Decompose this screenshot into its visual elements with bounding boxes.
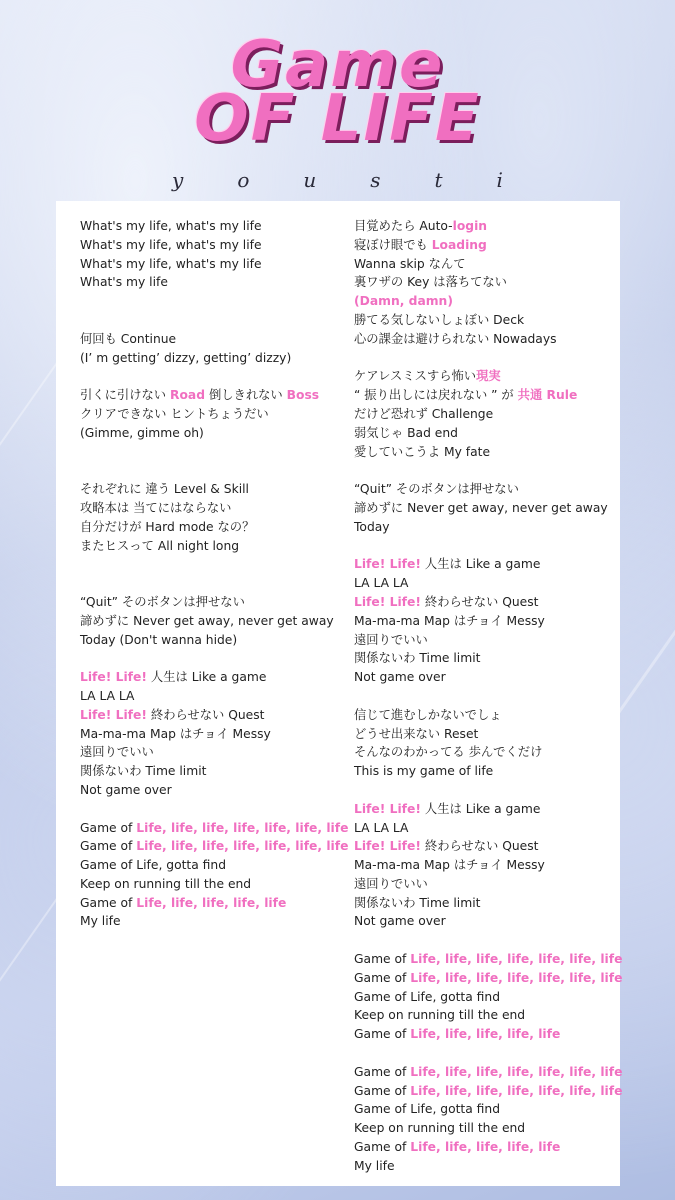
lyric-highlight: Life, life, life, life, life, life, life (410, 952, 623, 967)
lyric-line (80, 499, 340, 518)
lyric-text: Keep on running till the end (354, 1121, 526, 1136)
lyric-line (354, 405, 620, 424)
lyric-text: 終わらせない Quest (146, 707, 265, 722)
lyric-highlight: Life! Life! (354, 594, 421, 609)
lyric-text: Not game over (354, 914, 446, 929)
lyric-text: それぞれに 違う Level & Skill (80, 482, 249, 497)
lyric-highlight: Life, life, life, life, life (410, 1140, 561, 1155)
lyric-text: 心の課金は避けられない Nowadays (354, 331, 557, 346)
lyric-text: Game of Life, gotta find (354, 989, 501, 1004)
lyric-line (80, 743, 340, 762)
lyric-spacer (80, 800, 340, 819)
lyric-line (80, 725, 340, 744)
song-title-line-1: Game (230, 28, 445, 102)
lyric-spacer (80, 292, 340, 311)
lyric-line (80, 330, 340, 349)
lyric-text: 諦めずに Never get away, never get away (354, 500, 608, 515)
lyric-text: Game of (354, 952, 411, 967)
lyric-text: 遠回りでいい (354, 632, 428, 647)
lyric-line (80, 386, 340, 405)
lyric-text: 終わらせない Quest (420, 839, 539, 854)
lyric-line (80, 593, 340, 612)
lyric-spacer (80, 311, 340, 330)
lyric-text: Keep on running till the end (80, 876, 252, 891)
lyric-text: 人生は Like a game (146, 670, 267, 685)
lyric-highlight: Life! Life! (354, 801, 421, 816)
lyric-spacer (354, 349, 620, 368)
lyric-line (80, 687, 340, 706)
lyric-line (354, 480, 620, 499)
lyric-line (354, 875, 620, 894)
lyric-text: “Quit” そのボタンは押せない (80, 594, 245, 609)
lyric-text: クリアできない ヒントちょうだい (80, 406, 269, 421)
lyric-spacer (354, 781, 620, 800)
lyric-spacer (354, 687, 620, 706)
lyric-line (354, 236, 620, 255)
lyric-text: What's my life, what's my life (80, 219, 262, 233)
lyric-line (354, 631, 620, 650)
lyric-text: Ma-ma-ma Map はチョイ Messy (354, 858, 545, 873)
lyric-line (354, 706, 620, 725)
lyric-text: 倒しきれない (205, 388, 287, 403)
lyric-text: 寝ぼけ眼でも (354, 237, 432, 252)
lyric-text: What's my life, what's my life (80, 256, 262, 271)
lyric-text: 諦めずに Never get away, never get away (80, 613, 334, 628)
lyric-line (354, 668, 620, 687)
lyric-text: 終わらせない Quest (420, 594, 539, 609)
lyric-line (354, 800, 620, 819)
lyric-text: どうせ出来ない Reset (354, 726, 479, 741)
lyric-highlight: Life, life, life, life, life (136, 895, 287, 910)
lyric-text: Keep on running till the end (354, 1008, 526, 1023)
lyric-text: What's my life, what's my life (80, 237, 262, 252)
lyric-line (354, 988, 620, 1007)
lyric-text: 人生は Like a game (420, 557, 541, 572)
lyric-line (80, 255, 340, 274)
lyric-highlight: Life! Life! (80, 670, 147, 685)
lyric-text: “Quit” そのボタンは押せない (354, 482, 519, 497)
lyric-line (354, 311, 620, 330)
lyric-highlight: Road (170, 388, 206, 403)
lyric-line (80, 217, 340, 236)
lyric-line (354, 330, 620, 349)
lyric-text: 関係ないわ Time limit (354, 651, 481, 666)
lyric-text: 関係ないわ Time limit (80, 764, 207, 779)
lyric-spacer (80, 649, 340, 668)
lyric-text: LA LA LA (80, 688, 135, 703)
lyric-line (80, 781, 340, 800)
lyric-line (80, 236, 340, 255)
lyric-spacer (354, 537, 620, 556)
lyric-line (354, 894, 620, 913)
lyric-text: Not game over (354, 670, 446, 685)
lyric-line (80, 894, 340, 913)
lyric-line (354, 837, 620, 856)
lyric-line (80, 762, 340, 781)
lyric-spacer (80, 443, 340, 462)
lyric-text: Ma-ma-ma Map はチョイ Messy (80, 726, 271, 741)
lyric-spacer (80, 461, 340, 480)
lyric-highlight: Life! Life! (354, 839, 421, 854)
lyric-text: 弱気じゃ Bad end (354, 425, 458, 440)
lyric-line (354, 612, 620, 631)
lyric-spacer (80, 574, 340, 593)
lyric-line (80, 706, 340, 725)
lyric-text: 裏ワザの Key は落ちてない (354, 275, 507, 290)
lyric-line (80, 668, 340, 687)
lyric-text: Wanna skip なんて (354, 256, 466, 271)
lyric-text: 勝てる気しないしょぼい Deck (354, 312, 525, 327)
lyric-text: 愛していこうよ My fate (354, 444, 491, 459)
lyric-text: Game of (80, 895, 137, 910)
lyric-text: 引くに引けない (80, 388, 170, 403)
lyric-text: 信じて進むしかないでしょ (354, 707, 502, 722)
lyric-line (80, 405, 340, 424)
lyric-line (80, 875, 340, 894)
lyric-line (354, 292, 620, 311)
lyric-line (80, 273, 340, 292)
artist-name: yousti (172, 168, 557, 192)
lyric-line (354, 555, 620, 574)
lyric-line (80, 612, 340, 631)
lyric-text: Not game over (80, 782, 172, 797)
lyric-line (354, 273, 620, 292)
lyric-text: 遠回りでいい (80, 745, 154, 760)
lyric-line (80, 537, 340, 556)
lyric-text: This is my game of life (354, 764, 494, 779)
lyric-text: 目覚めたら Auto- (354, 219, 453, 233)
lyric-text: What's my life (80, 275, 168, 290)
lyric-text: Game of (80, 839, 137, 854)
lyric-text: Game of (354, 1064, 411, 1079)
lyric-line (354, 1119, 620, 1138)
lyric-highlight: Life, life, life, life, life (410, 1027, 561, 1042)
lyric-line (354, 1157, 620, 1176)
lyric-line (354, 255, 620, 274)
lyric-line (354, 367, 620, 386)
lyric-line (354, 386, 620, 405)
lyric-highlight: Loading (431, 237, 487, 252)
lyric-line (354, 518, 620, 537)
lyric-line (80, 631, 340, 650)
lyric-highlight: Life, life, life, life, life, life, life (136, 839, 349, 854)
lyric-text: 遠回りでいい (354, 876, 428, 891)
lyric-text: Game of (80, 820, 137, 835)
lyric-spacer (354, 461, 620, 480)
lyric-text: またヒスって All night long (80, 538, 240, 553)
lyric-text: ケアレスミスすら怖い (354, 369, 477, 384)
lyric-text: Game of Life, gotta find (354, 1102, 501, 1117)
lyric-text: Ma-ma-ma Map はチョイ Messy (354, 613, 545, 628)
lyric-highlight: Life, life, life, life, life, life, life (136, 820, 349, 835)
lyric-text: Game of (354, 1083, 411, 1098)
lyric-highlight: 共通 Rule (517, 388, 578, 403)
lyric-spacer (80, 367, 340, 386)
lyric-text: 関係ないわ Time limit (354, 895, 481, 910)
lyric-text: そんなのわかってる 歩んでくだけ (354, 745, 543, 760)
lyric-highlight: login (452, 219, 488, 233)
lyric-text: 攻略本は 当てにはならない (80, 500, 232, 515)
lyric-text: 何回も Continue (80, 331, 177, 346)
lyric-highlight: (Damn, damn) (354, 294, 453, 309)
lyric-line (354, 424, 620, 443)
lyrics-column-left (80, 217, 349, 931)
lyric-highlight: Life, life, life, life, life, life, life (410, 1064, 623, 1079)
lyric-line (354, 593, 620, 612)
lyric-line (354, 649, 620, 668)
lyric-line (80, 856, 340, 875)
lyric-highlight: Life, life, life, life, life, life, life (410, 1083, 623, 1098)
lyric-text: (Gimme, gimme oh) (80, 425, 204, 440)
lyric-text: My life (80, 914, 121, 929)
lyric-line (354, 743, 620, 762)
lyric-line (354, 574, 620, 593)
lyric-text: Game of Life, gotta find (80, 858, 227, 873)
lyric-line (80, 819, 349, 838)
lyric-text: LA LA LA (354, 820, 409, 835)
lyric-line (354, 1006, 620, 1025)
lyric-line (354, 819, 620, 838)
song-title-line-2: OF LIFE (194, 82, 481, 156)
lyric-highlight: 現実 (476, 369, 501, 384)
lyric-line (354, 217, 620, 236)
lyric-text: Game of (354, 1140, 411, 1155)
lyric-line (354, 762, 620, 781)
lyric-line (354, 443, 620, 462)
lyric-line (80, 912, 340, 931)
lyric-text: “ 振り出しには戻れない ” が (354, 388, 518, 403)
lyric-line (80, 837, 349, 856)
lyric-line (354, 1138, 620, 1157)
lyric-text: Today (Don't wanna hide) (80, 632, 238, 647)
lyric-highlight: Life! Life! (80, 707, 147, 722)
lyric-line (80, 349, 340, 368)
lyric-line (80, 480, 340, 499)
lyric-text: Game of (354, 1027, 411, 1042)
lyric-text: だけど恐れず Challenge (354, 406, 494, 421)
lyric-highlight: Life, life, life, life, life, life, life (410, 970, 623, 985)
lyric-spacer (80, 555, 340, 574)
lyric-line (80, 518, 340, 537)
lyric-line (354, 499, 620, 518)
lyric-text: 自分だけが Hard mode なの？ (80, 519, 255, 534)
lyric-spacer (354, 1044, 620, 1063)
lyric-line (354, 912, 620, 931)
lyric-text: 人生は Like a game (420, 801, 541, 816)
lyric-line (354, 1100, 620, 1119)
lyric-text: Game of (354, 970, 411, 985)
lyric-highlight: Boss (286, 388, 320, 403)
lyric-text: Today (354, 519, 390, 534)
lyric-text: My life (354, 1158, 395, 1173)
lyrics-card (56, 201, 623, 1186)
lyric-line (354, 1025, 620, 1044)
lyric-line (354, 969, 623, 988)
lyric-line (354, 1063, 623, 1082)
lyric-line (354, 1082, 623, 1101)
lyric-line (80, 424, 340, 443)
lyric-spacer (354, 931, 620, 950)
lyrics-column-right (354, 217, 623, 1176)
lyric-highlight: Life! Life! (354, 557, 421, 572)
lyric-line (354, 950, 623, 969)
lyric-line (354, 856, 620, 875)
lyric-text: (I’ m getting’ dizzy, getting’ dizzy) (80, 350, 292, 365)
lyric-line (354, 725, 620, 744)
lyric-text: LA LA LA (354, 576, 409, 591)
